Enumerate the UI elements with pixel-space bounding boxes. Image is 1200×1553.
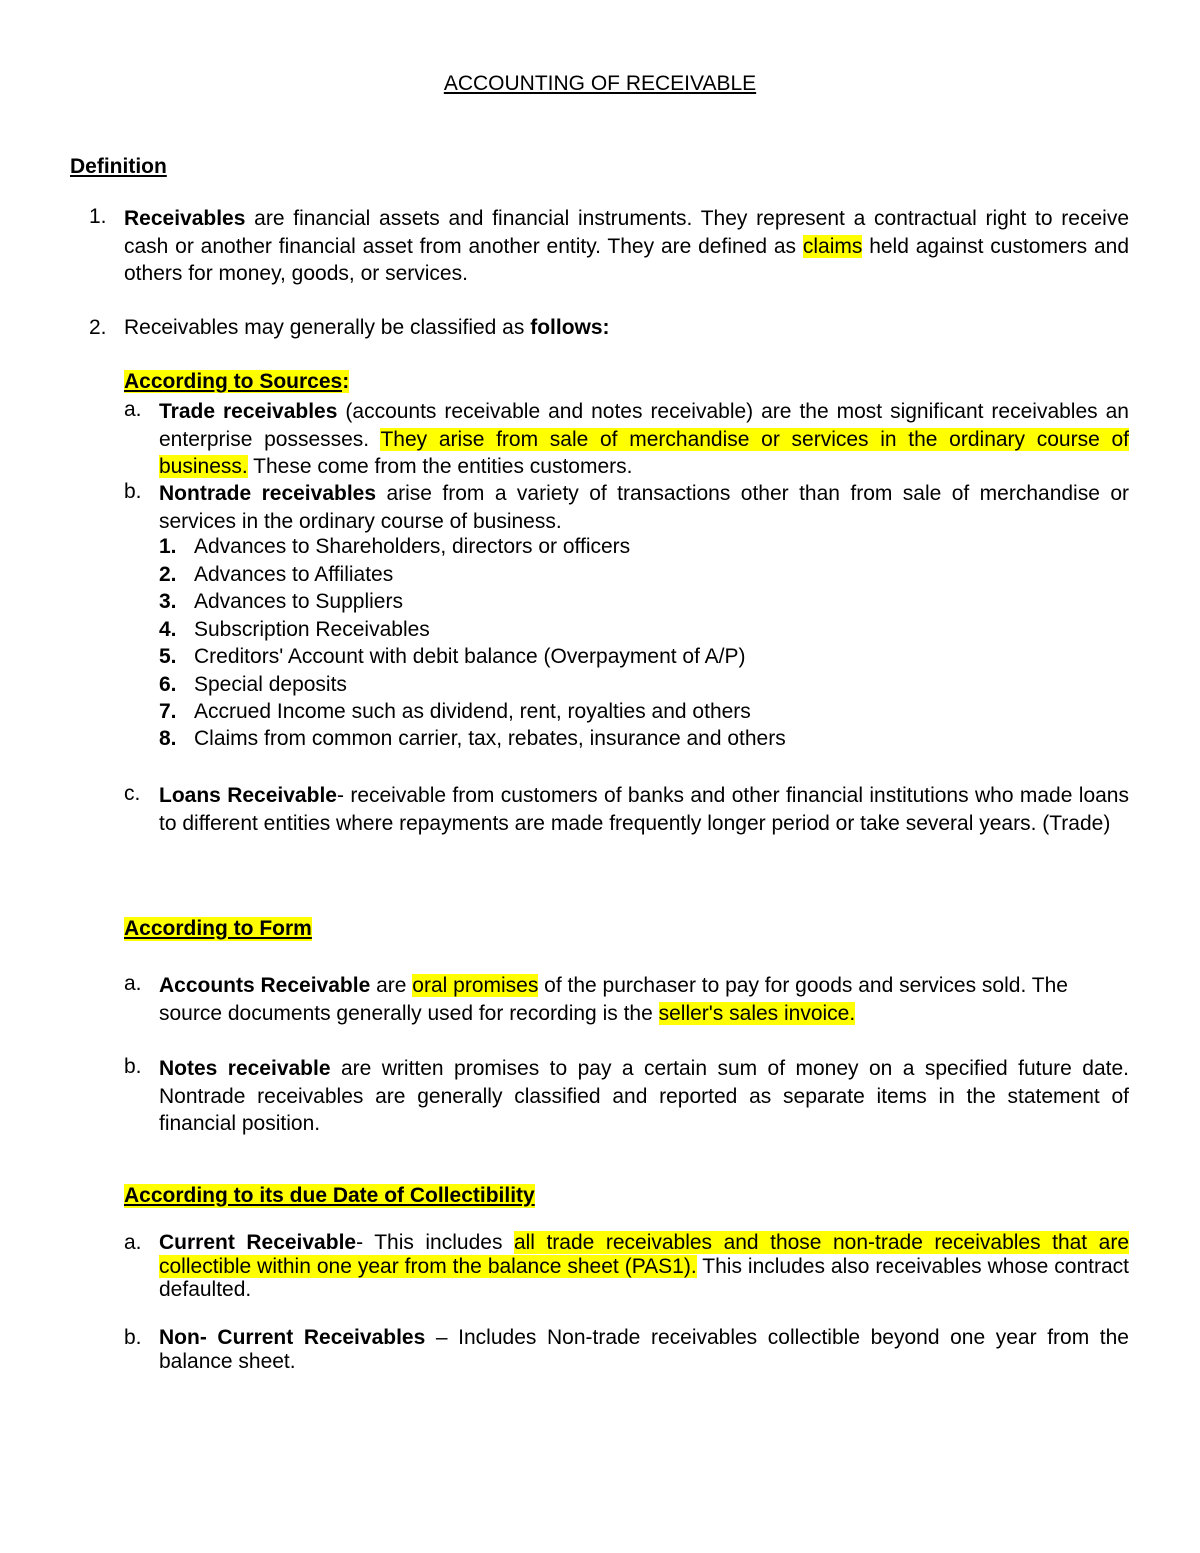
document-title: ACCOUNTING OF RECEIVABLE xyxy=(443,72,757,95)
nontrade-item-num: 7. xyxy=(159,700,177,723)
sources-heading-wrap xyxy=(124,370,349,394)
form-b-paragraph xyxy=(159,1055,1129,1138)
form-b-term: Notes receivable xyxy=(159,1057,331,1080)
nontrade-item-num: 6. xyxy=(159,673,177,696)
p1-number: 1. xyxy=(89,205,107,228)
due-heading: According to its due Date of Collectibility xyxy=(124,1184,535,1207)
form-a-text-1: are xyxy=(370,974,413,997)
sources-a-paragraph xyxy=(159,398,1129,481)
due-a-text-1: - This includes xyxy=(356,1231,514,1254)
nontrade-item-text: Creditors' Account with debit balance (Overpayment of A/P) xyxy=(194,645,746,668)
form-b-letter: b. xyxy=(124,1055,142,1078)
p1-paragraph xyxy=(124,205,1129,288)
sources-a-letter: a. xyxy=(124,398,142,421)
form-a-term: Accounts Receivable xyxy=(159,974,371,997)
sources-heading-colon: : xyxy=(342,370,350,393)
due-b-paragraph xyxy=(159,1326,1129,1373)
due-a-text-2: This includes also receivables whose contract defaulted. xyxy=(159,1254,1129,1301)
nontrade-item-num: 8. xyxy=(159,727,177,750)
p1-term: Receivables xyxy=(124,207,246,230)
nontrade-item-num: 2. xyxy=(159,563,177,586)
nontrade-item-num: 5. xyxy=(159,645,177,668)
p2-text: Receivables may generally be classified as xyxy=(124,316,531,339)
due-a-term: Current Receivable xyxy=(159,1231,357,1254)
nontrade-item-text: Claims from common carrier, tax, rebates, insurance and others xyxy=(194,727,786,750)
sources-c-letter: c. xyxy=(124,782,141,805)
form-heading: According to Form xyxy=(124,917,312,940)
p2-number: 2. xyxy=(89,316,107,339)
form-a-text-2: of the purchaser to pay for goods and services sold. The source documents generally used for recording is the xyxy=(159,974,1068,1025)
form-a-letter: a. xyxy=(124,972,142,995)
nontrade-item-text: Advances to Affiliates xyxy=(194,563,394,586)
nontrade-item-text: Accrued Income such as dividend, rent, royalties and others xyxy=(194,700,751,723)
sources-b-paragraph xyxy=(159,480,1129,535)
nontrade-item-num: 4. xyxy=(159,618,177,641)
nontrade-item-num: 3. xyxy=(159,590,177,613)
definition-heading: Definition xyxy=(70,155,167,178)
sources-c-term: Loans Receivable xyxy=(159,784,337,807)
due-a-highlight: all trade receivables and those non-trade receivables that are collectible within one year from the balance sheet (PAS1). xyxy=(159,1231,1129,1278)
due-b-text: – Includes Non-trade receivables collectible beyond one year from the balance sheet. xyxy=(159,1326,1129,1373)
sources-c-paragraph xyxy=(159,782,1129,837)
p1-text-2: held against customers and others for money, goods, or services. xyxy=(124,234,1130,285)
p1-highlight: claims xyxy=(802,234,863,258)
sources-heading: According to Sources xyxy=(124,370,343,393)
due-a-paragraph xyxy=(159,1231,1129,1302)
due-a-letter: a. xyxy=(124,1231,142,1254)
sources-b-text: arise from a variety of transactions other than from sale of merchandise or services in the ordinary course of business. xyxy=(159,482,1129,533)
sources-a-text-1: (accounts receivable and notes receivable) are the most significant receivables an enterprise possesses. xyxy=(159,400,1129,451)
due-b-term: Non- Current Receivables xyxy=(159,1326,426,1349)
nontrade-item-text: Subscription Receivables xyxy=(194,618,430,641)
sources-a-text-2: These come from the entities customers. xyxy=(247,455,633,478)
sources-b-term: Nontrade receivables xyxy=(159,482,377,505)
p2-bold: follows: xyxy=(530,316,610,339)
nontrade-item-text: Advances to Shareholders, directors or officers xyxy=(194,535,631,558)
p1-text-1: are financial assets and financial instruments. They represent a contractual right to receive cash or another financial asset from another entity. They are defined as xyxy=(124,207,1129,258)
p2-paragraph xyxy=(124,316,610,340)
form-a-paragraph xyxy=(159,972,1134,1027)
sources-b-letter: b. xyxy=(124,480,142,503)
nontrade-item-text: Advances to Suppliers xyxy=(194,590,403,613)
due-b-letter: b. xyxy=(124,1326,142,1349)
nontrade-item-text: Special deposits xyxy=(194,673,347,696)
sources-c-text: - receivable from customers of banks and other financial institutions who made loans to different entities where repayments are made frequently longer period or take several years. (Trade) xyxy=(159,784,1129,835)
form-b-text: are written promises to pay a certain sum of money on a specified future date. Nontrade receivables are generally classified and reported as separate items in the statement of financial position. xyxy=(159,1057,1129,1135)
sources-a-highlight: They arise from sale of merchandise or services in the ordinary course of business. xyxy=(159,427,1129,478)
sources-a-term: Trade receivables xyxy=(159,400,338,423)
nontrade-item-num: 1. xyxy=(159,535,177,558)
form-a-highlight-2: seller's sales invoice. xyxy=(658,1001,856,1025)
form-a-highlight-1: oral promises xyxy=(412,974,539,997)
